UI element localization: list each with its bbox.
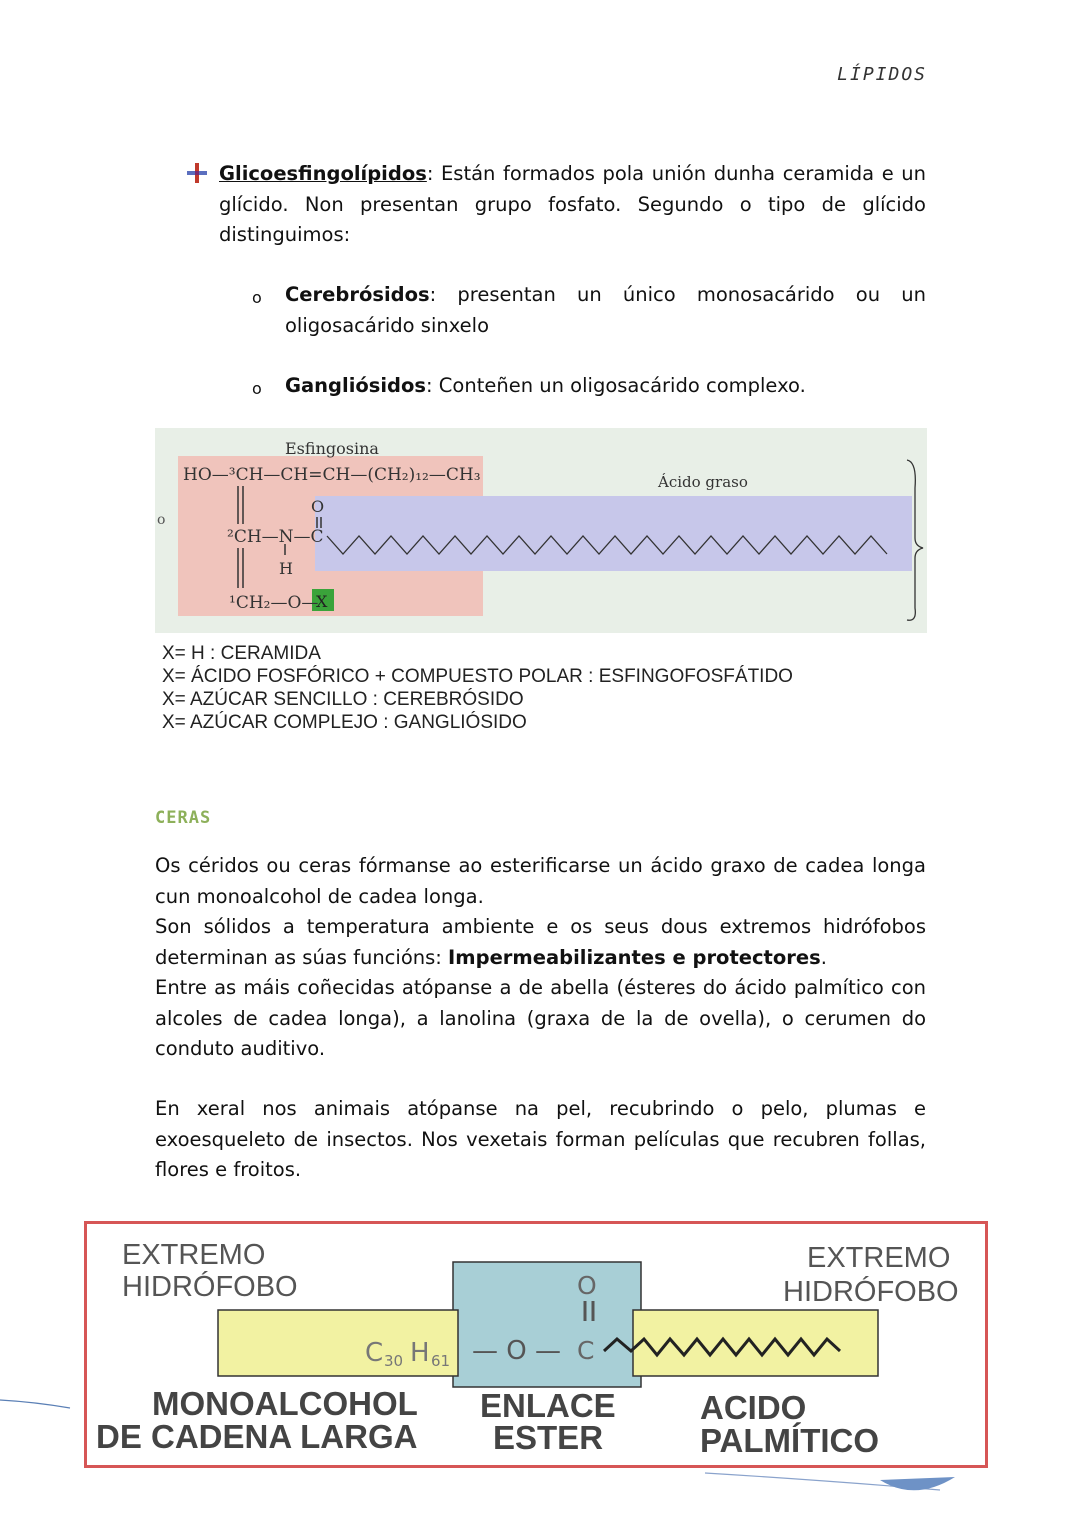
palmitic-acid-box [633,1310,878,1376]
ester-carbonyl-oxygen: O [577,1271,597,1300]
left-hydrophobic-label: HIDRÓFOBO [122,1271,298,1303]
formula-hydrogen-count: 61 [431,1352,451,1370]
glicoesfingolipidos-paragraph [219,159,926,251]
side-letter-o: o [157,512,166,528]
plus-bullet-icon [186,162,208,184]
ceras-functions-bold: Impermeabilizantes e protectores [448,945,821,969]
left-extreme-label: EXTREMO [122,1239,266,1271]
cadena-larga-label: DE CADENA LARGA [96,1418,418,1455]
ceras-heading: CERAS [155,808,212,828]
acido-graso-label: Ácido graso [658,473,748,491]
ceras-paragraph-1: Os céridos ou ceras fórmanse ao esterificarse un ácido graxo de cadea longa cun monoalcohol de cadea longa. [155,854,926,908]
sphingolipid-diagram [155,428,927,633]
cerebrosidos-text: : presentan un único monosacárido ou un oligosacárido sinxelo [285,283,926,337]
fatty-acid-region [315,496,912,571]
ceras-p2-text: Son sólidos a temperatura ambiente e os seus dous extremos hidrófobos determinan as súas funcións: [155,915,926,969]
right-extreme-label: EXTREMO [807,1242,951,1274]
decorative-footer-lines [0,1380,1080,1527]
glicoesfingolipidos-text: : Están formados pola unión dunha ceramida e un glícido. Non presentan grupo fosfato. Segundo o tipo de glícido distinguimos: [219,162,926,246]
legend-line: X= AZÚCAR COMPLEJO : GANGLIÓSIDO [162,712,527,733]
ceras-p2-end: . [820,945,827,969]
ceras-paragraphs [155,851,926,1065]
monoalcohol-label: MONOALCOHOL [152,1385,418,1422]
ester-bond-box [453,1262,641,1387]
cerebrosidos-term: Cerebrósidos [285,283,430,306]
gangliosidos-text: : Conteñen un oligosacárido complexo. [426,374,806,397]
ceras-paragraph-2 [155,912,926,973]
ester-carbon: C [577,1336,595,1365]
page-header-title: LÍPIDOS [837,64,927,85]
c2-formula: ²CH—N—C [227,527,324,547]
enlace-label: ENLACE [480,1387,616,1424]
legend-line: X= AZÚCAR SENCILLO : CEREBRÓSIDO [162,689,524,710]
formula-hydrogen: H [410,1338,430,1368]
ceras-paragraph-3: Entre as máis coñecidas atópanse a de abella (ésteres do ácido palmítico con alcoles de cadea longa), a lanolina (graxa de la de ovella), o cerumen do conduto auditivo. [155,976,926,1060]
sphingolipid-structure-figure [155,428,927,633]
circle-bullet-icon: o [252,288,262,307]
ceras-paragraph-4: En xeral nos animais atópanse na pel, recubrindo o pelo, plumas e exoesqueleto de insectos. Nos vexetais forman películas que recubren follas, flores e froitos. [155,1097,926,1181]
hydrogen-atom: H [279,559,293,578]
c1-formula: ¹CH₂—O— [229,593,319,613]
formula-carbon: C [365,1338,384,1368]
glicoesfingolipidos-term: Glicoesfingolípidos [219,162,427,185]
ester-oxygen-link: — O — [472,1336,561,1366]
legend-line: X= H : CERAMIDA [162,643,321,664]
esfingosina-label: Esfingosina [285,439,379,458]
ester-label: ESTER [493,1419,604,1456]
circle-bullet-icon: o [252,379,262,398]
acido-label: ACIDO [700,1389,807,1426]
gangliosidos-item [285,371,926,402]
sphingosine-chain-formula: HO—³CH—CH=CH—(CH₂)₁₂—CH₃ [183,465,481,485]
x-legend [162,642,793,734]
carbonyl-oxygen: O [311,497,325,516]
gangliosidos-term: Gangliósidos [285,374,427,397]
right-hydrophobic-label: HIDRÓFOBO [783,1276,959,1308]
palmitico-label: PALMÍTICO [700,1422,880,1459]
formula-carbon-count: 30 [384,1352,404,1370]
legend-line: X= ÁCIDO FOSFÓRICO + COMPUESTO POLAR : ESFINGOFOSFÁTIDO [162,666,793,687]
x-group-label: X [316,592,328,611]
cerebrosidos-item [285,280,926,341]
